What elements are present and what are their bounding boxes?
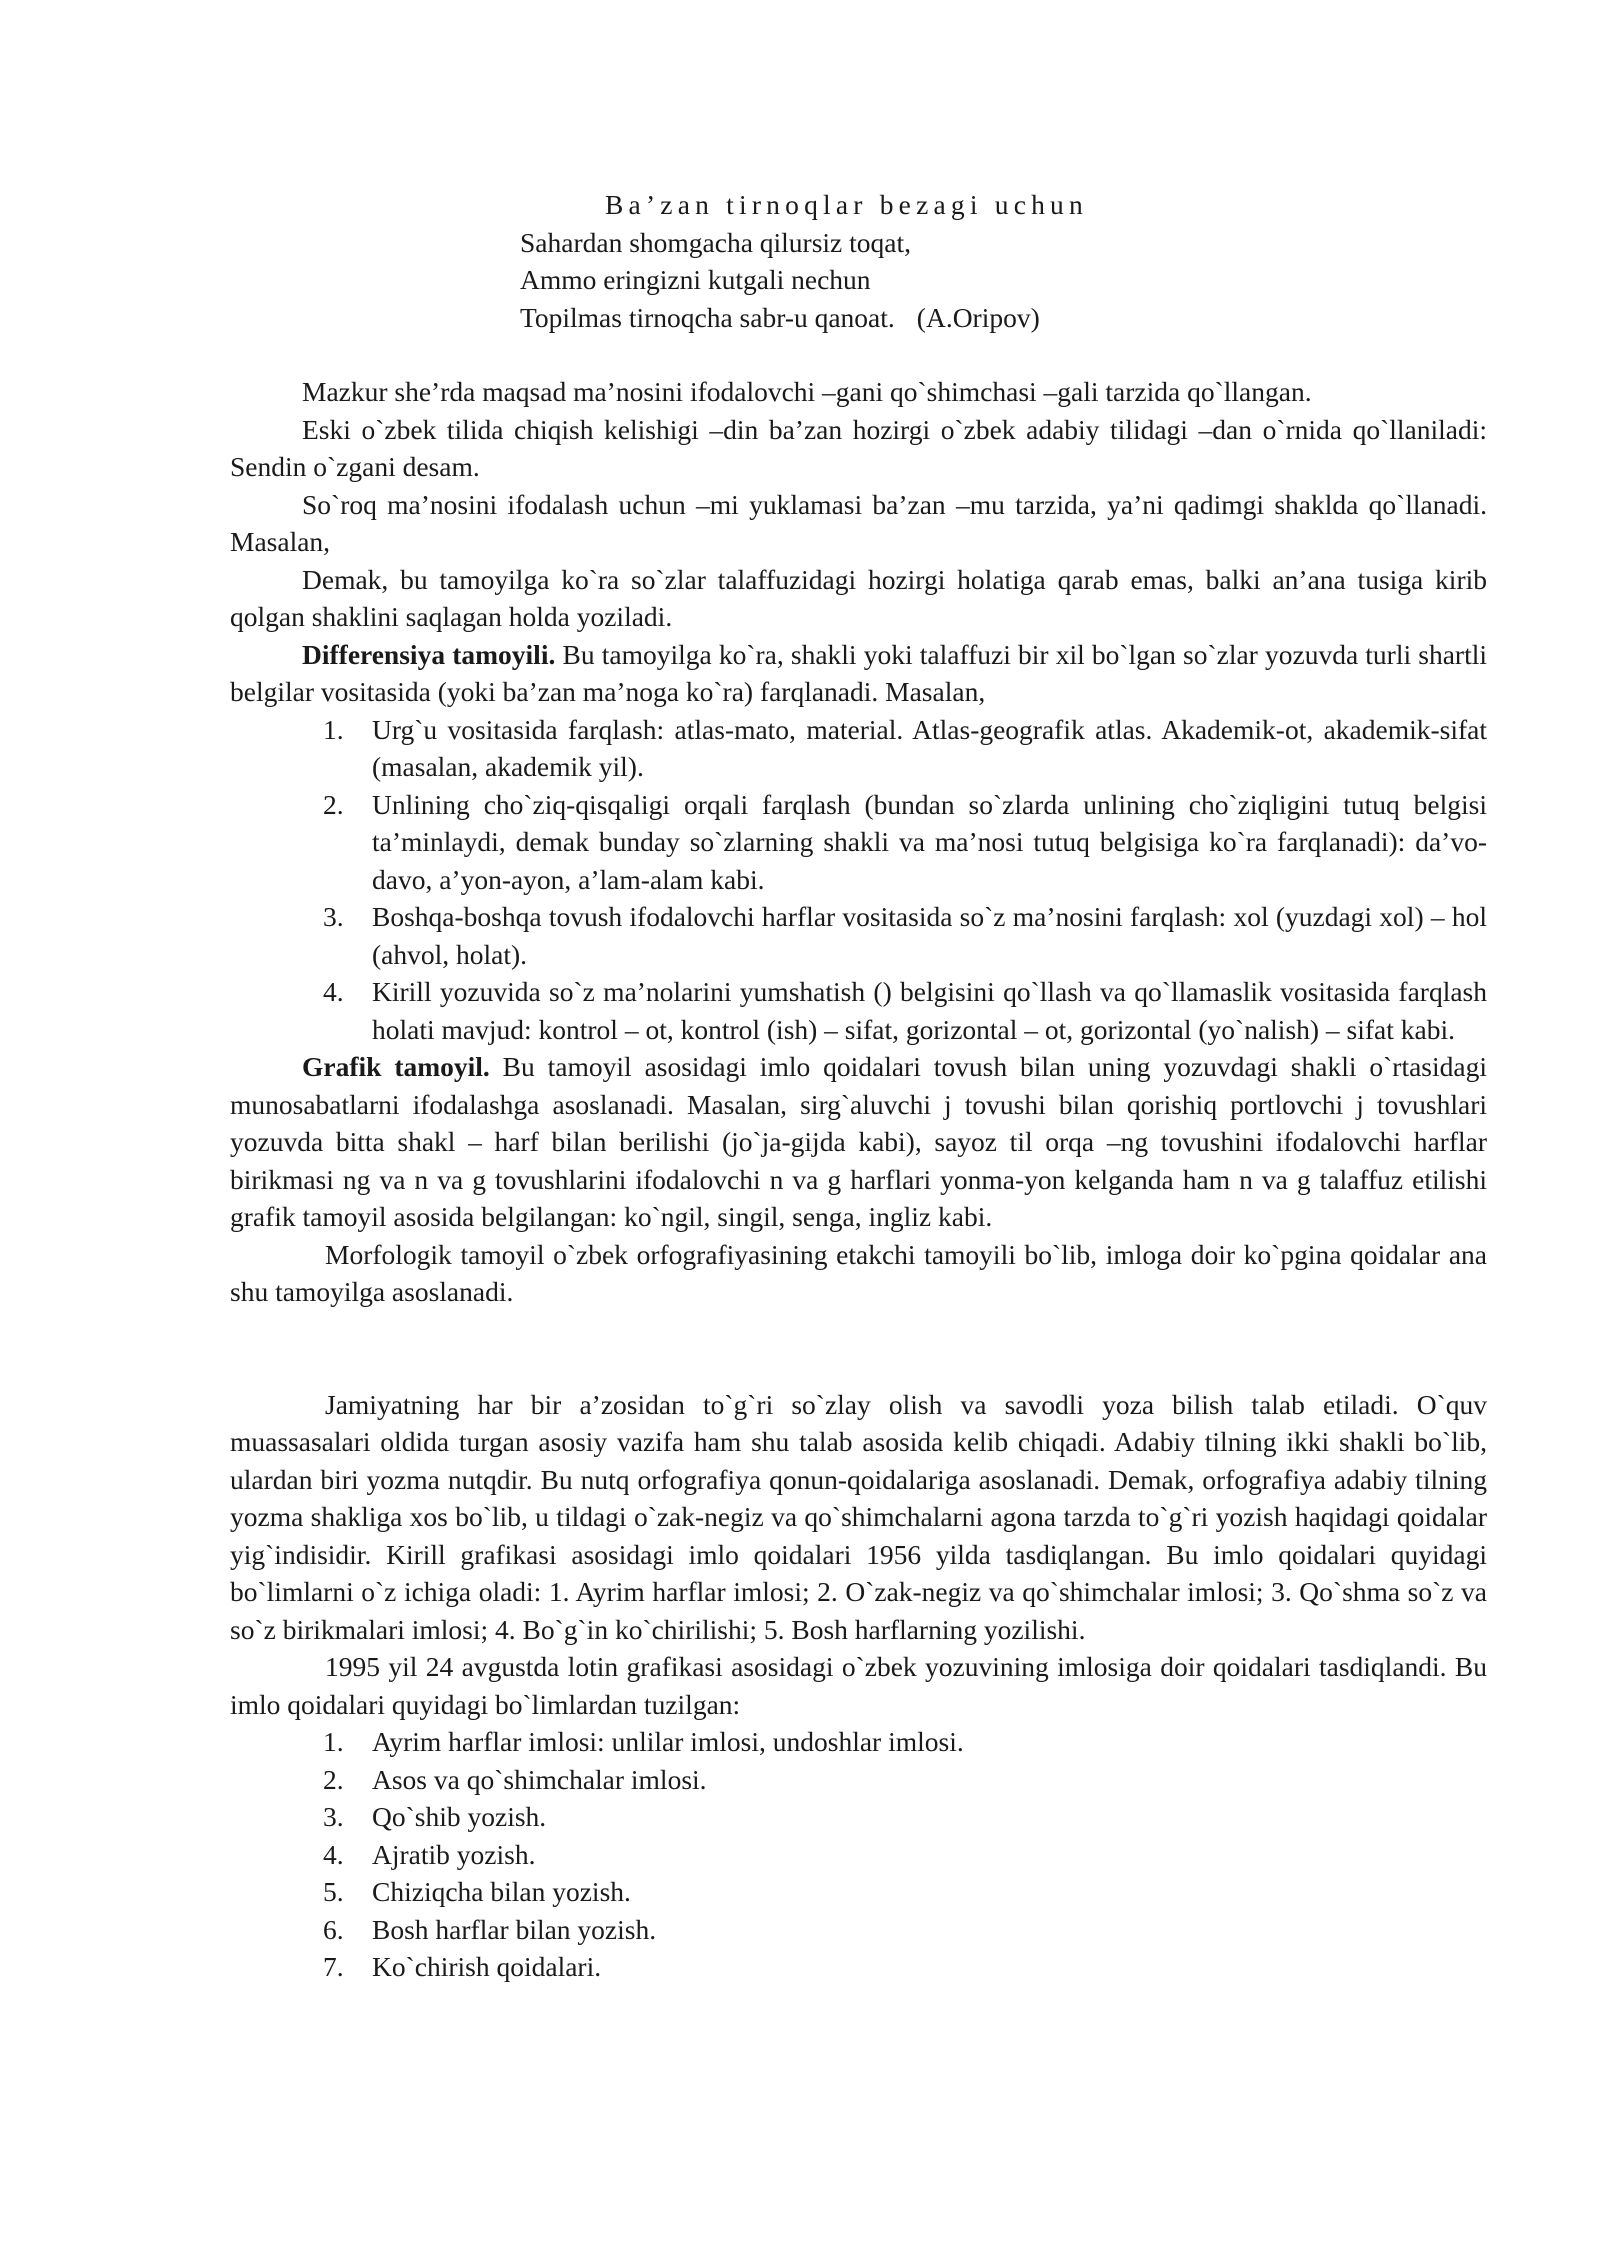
poem-attribution: (A.Oripov): [916, 301, 1040, 333]
list-number: 7.: [323, 1951, 344, 1982]
poem-line: Ba’zan tirnoqlar bezagi uchun: [605, 189, 1088, 220]
numbered-list: [230, 711, 1487, 1049]
poem-line: Ammo eringizni kutgali nechun: [520, 264, 871, 295]
list-item-text: Chiziqcha bilan yozish.: [372, 1876, 631, 1907]
document-page: [230, 186, 1487, 1986]
paragraph: Morfologik tamoyil o`zbek orfografiyasining etakchi tamoyili bo`lib, imloga doir ko`pgina qoidalar ana shu tamoyilga asoslanadi.: [230, 1238, 1487, 1307]
paragraph-grafik: [230, 1048, 1487, 1236]
list-number: 1.: [323, 713, 344, 745]
list-item-text: Asos va qo`shimchalar imlosi.: [372, 1763, 707, 1795]
list-item-text: Bosh harflar bilan yozish.: [372, 1913, 657, 1945]
list-item-text: Ko`chirish qoidalari.: [372, 1951, 602, 1982]
list-item-text: Kirill yozuvida so`z ma’nolarini yumshatish () belgisini qo`llash va qo`llamaslik vositasida farqlash holati mavjud: kontrol – ot, kontrol (ish) – sifat, gorizontal – ot, gorizontal (yo`nalish) – sifat kabi.: [372, 976, 1487, 1045]
list-number: 4.: [323, 1838, 344, 1870]
paragraph: Demak, bu tamoyilga ko`ra so`zlar talaffuzidagi hozirgi holatiga qarab emas, balki an’ana tusiga kirib qolgan shaklini saqlagan holda yoziladi.: [230, 563, 1487, 632]
list-item: [230, 711, 1487, 786]
list-number: 2.: [323, 788, 344, 820]
spacer: [230, 336, 1487, 373]
paragraph: Eski o`zbek tilida chiqish kelishigi –din ba’zan hozirgi o`zbek adabiy tilidagi –dan o`rnida qo`llaniladi: Sendin o`zgani desam.: [230, 413, 1487, 482]
list-number: 3.: [323, 901, 344, 932]
list-item-text: Ajratib yozish.: [372, 1838, 536, 1870]
section-heading: Grafik tamoyil.: [302, 1051, 490, 1082]
paragraph-differensiya: [230, 636, 1487, 711]
spacer: [230, 1311, 1487, 1386]
list-number: 2.: [323, 1763, 344, 1795]
paragraph-text: Bu tamoyil asosidagi imlo qoidalari tovush bilan uning yozuvdagi shakli o`rtasidagi munosabatlarni ifodalashga asoslanadi. Masalan, sirg`aluvchi j tovushi bilan qorishiq portlovchi j tovushlari yozuvda bitta shakl – harf bilan berilishi (jo`ja-gijda kabi), sayoz til orqa –ng tovushini ifodalovchi harflar birikmasi ng va n va g tovushlarini ifodalovchi n va g harflari yonma-yon kelganda ham n va g talaffuz etilishi grafik tamoyil asosida belgilangan: ko`ngil, singil, senga, ingliz kabi.: [230, 1051, 1487, 1232]
paragraph-text: Bu tamoyilga ko`ra, shakli yoki talaffuzi bir xil bo`lgan so`zlar yozuvda turli shartli belgilar vositasida (yoki ba’zan ma’noga ko`ra) farqlanadi. Masalan,: [230, 638, 1488, 707]
list-number: 5.: [323, 1876, 344, 1907]
list-item: [230, 786, 1487, 899]
list-item: [230, 898, 1487, 973]
list-item-text: Boshqa-boshqa tovush ifodalovchi harflar vositasida so`z ma’nosini farqlash: xol (yuzdagi xol) – hol (ahvol, holat).: [372, 901, 1487, 970]
paragraph: Jamiyatning har bir a’zosidan to`g`ri so`zlay olish va savodli yoza bilish talab etiladi. O`quv muassasalari oldida turgan asosiy vazifa ham shu talab asosida kelib chiqadi. Adabiy tilning ikki shakli bo`lib, ulardan biri yozma nutqdir. Bu nutq orfografiya qonun-qoidalariga asoslanadi. Demak, orfografiya adabiy tilning yozma shakliga xos bo`lib, u tildagi o`zak-negiz va qo`shimchalarni agona tarzda to`g`ri yozish haqidagi qoidalar yig`indisidir. Kirill grafikasi asosidagi imlo qoidalari 1956 yilda tasdiqlangan. Bu imlo qoidalari quyidagi bo`limlarni o`z ichiga oladi: 1. Ayrim harflar imlosi; 2. O`zak-negiz va qo`shimchalar imlosi; 3. Qo`shma so`z va so`z birikmalari imlosi; 4. Bo`g`in ko`chirilishi; 5. Bosh harflarning yozilishi.: [230, 1388, 1487, 1645]
list-item: [230, 1911, 1487, 1949]
paragraph: So`roq ma’nosini ifodalash uchun –mi yuklamasi ba’zan –mu tarzida, ya’ni qadimgi shaklda qo`llanadi. Masalan,: [230, 488, 1487, 557]
list-number: 1.: [323, 1726, 344, 1757]
poem-line: [520, 299, 1487, 337]
paragraph: Mazkur she’rda maqsad ma’nosini ifodalovchi –gani qo`shimchasi –gali tarzida qo`llangan.: [302, 376, 1312, 407]
list-item-text: Urg`u vositasida farqlash: atlas-mato, material. Atlas-geografik atlas. Akademik-ot, akademik-sifat (masalan, akademik yil).: [372, 713, 1487, 782]
list-item: [230, 1873, 1487, 1911]
list-item-text: Ayrim harflar imlosi: unlilar imlosi, undoshlar imlosi.: [372, 1726, 964, 1757]
section-heading: Differensiya tamoyili.: [302, 638, 556, 670]
list-number: 6.: [323, 1913, 344, 1945]
poem-line-text: Topilmas tirnoqcha sabr-u qanoat.: [520, 301, 895, 333]
list-item: [230, 1948, 1487, 1986]
numbered-list: [230, 1723, 1487, 1986]
list-item: [230, 1723, 1487, 1761]
poem-line: Sahardan shomgacha qilursiz toqat,: [520, 226, 912, 258]
list-item-text: Unlining cho`ziq-qisqaligi orqali farqlash (bundan so`zlarda unlining cho`ziqligini tutuq belgisi ta’minlaydi, demak bunday so`zlarning shakli va ma’nosi tutuq belgisiga ko`ra farqlanadi): da’vo-davo, a’yon-ayon, a’lam-alam kabi.: [372, 788, 1487, 895]
paragraph: 1995 yil 24 avgustda lotin grafikasi asosidagi o`zbek yozuvining imlosiga doir qoidalari tasdiqlandi. Bu imlo qoidalari quyidagi bo`limlardan tuzilgan:: [230, 1651, 1487, 1720]
list-number: 3.: [323, 1801, 344, 1832]
poem-epigraph: [520, 186, 1487, 336]
list-item-text: Qo`shib yozish.: [372, 1801, 547, 1832]
list-item: [230, 1761, 1487, 1799]
list-number: 4.: [323, 976, 344, 1007]
list-item: [230, 973, 1487, 1048]
list-item: [230, 1798, 1487, 1836]
list-item: [230, 1836, 1487, 1874]
